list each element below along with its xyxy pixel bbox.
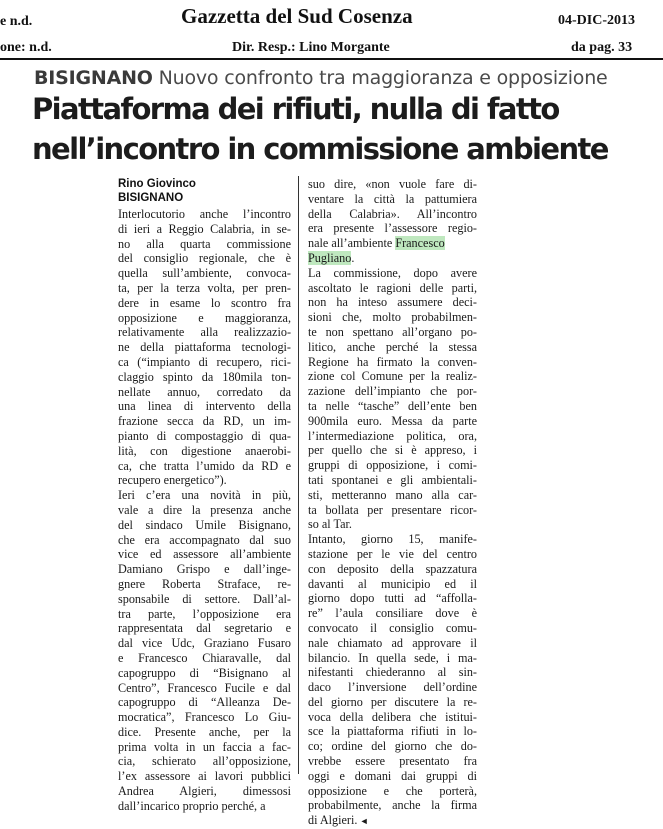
text-line: rappresentata dal segretario e <box>118 621 291 636</box>
text-line: era presente l’assessore regio- <box>308 221 477 236</box>
text-line: convocato il consiglio comu- <box>308 620 477 635</box>
col2-text-line: nale all’ambiente Francesco <box>308 236 445 251</box>
text-line: voca della delibera che istitui- <box>308 709 477 724</box>
header-left-bottom: one: n.d. <box>0 40 52 55</box>
text-line: ca, che tratta l’umido da RD e <box>118 458 291 473</box>
headline-line-2: nell’incontro in commissione ambiente <box>32 132 608 166</box>
text-line: ne della piattaforma tecnologi- <box>118 340 291 355</box>
text-line: so al Tar. <box>308 517 352 532</box>
text-line: per quello che si è appreso, i <box>308 443 477 458</box>
text-line: probabilmente, anche la firma <box>308 798 477 813</box>
text-line: ventare la città la pattumiera <box>308 191 477 206</box>
text-line: vrebbe essere presentato fra <box>308 754 477 769</box>
text-line: del consiglio regionale, che è <box>118 251 291 266</box>
publication-date: 04-DIC-2013 <box>558 13 635 28</box>
text-line: dall’incarico proprio perché, a <box>118 798 266 813</box>
text-line: te non spettano all’organo po- <box>308 324 477 339</box>
text-line: del giorno per discutere la re- <box>308 694 477 709</box>
text-line: zione col Comune per la realiz- <box>308 369 477 384</box>
text-line: gruppi di opposizione, i comi- <box>308 458 477 473</box>
text-line: ta bollata per presentare ricor- <box>308 502 477 517</box>
text-line: sponsabile di settore. Dall’al- <box>118 591 291 606</box>
text-line: La commissione, dopo avere <box>308 265 477 280</box>
header-left-top: e n.d. <box>0 14 33 29</box>
text-line: dere in esame lo scontro fra <box>118 295 291 310</box>
text-line: giorno dopo tutti ad “affolla- <box>308 591 477 606</box>
text-line: litico, anche perché la stessa <box>308 339 477 354</box>
text-line: oggi e domani dai gruppi di <box>308 768 477 783</box>
text-line: capogruppo di “Bisignano al <box>118 665 291 680</box>
text-line: vice ed assessore all’ambiente <box>118 547 291 562</box>
text-line: recupero energetico”). <box>118 473 227 488</box>
article-kicker <box>34 67 608 89</box>
text-line: pianto di compostaggio di qua- <box>118 428 291 443</box>
text-line: e Francesco Chiaravalle, dal <box>118 650 291 665</box>
text-line: l’ex assessore ai lavori pubblici <box>118 769 291 784</box>
text-line: Centro”, Francesco Fucile e dal <box>118 680 291 695</box>
text-line: davanti al municipio ed il <box>308 576 477 591</box>
text-line: del sindaco Umile Bisignano, <box>118 517 291 532</box>
byline <box>118 177 196 205</box>
col2-text-line: Pugliano. <box>308 250 355 265</box>
text-line: bilancio. In quella sede, i ma- <box>308 650 477 665</box>
text-line: lità, con digestione anaerobi- <box>118 443 291 458</box>
text-line: nale chiamato ad approvare il <box>308 635 477 650</box>
text-line: relativamente alla realizzazio- <box>118 325 291 340</box>
text-line: dice. Presente anche, per la <box>118 724 291 739</box>
text-line: Intanto, giorno 15, manife- <box>308 532 477 547</box>
text-line: una linea di intervento della <box>118 399 291 414</box>
text-line: tati spontanei e gli ambientali- <box>308 472 477 487</box>
text-line: daco l’inversione dell’ordine <box>308 680 477 695</box>
text-line: stazione per le vie del centro <box>308 546 477 561</box>
headline-line-1: Piattaforma dei rifiuti, nulla di fatto <box>32 92 559 126</box>
newspaper-title: Gazzetta del Sud Cosenza <box>181 4 413 28</box>
highlighted-name: Francesco <box>395 236 445 251</box>
text-line: no alla quarta commissione <box>118 236 291 251</box>
text-line: suo dire, «non vuole fare di- <box>308 177 477 191</box>
text-line: sioni che, molto probabilmen- <box>308 310 477 325</box>
text-line: opposizione e che porterà, <box>308 783 477 798</box>
text-line: vale a dire la presenza anche <box>118 502 291 517</box>
text-line: frazione secca da RD, un im- <box>118 414 291 429</box>
text-line: con deposito della spazzatura <box>308 561 477 576</box>
text-line: ascoltato le ragioni delle parti, <box>308 280 477 295</box>
text-line: di Algieri. ◄ <box>308 813 369 828</box>
text-line: cia, schierato all’opposizione, <box>118 754 291 769</box>
text-line: Damiano Grispo e dall’inge- <box>118 562 291 577</box>
article-end-icon: ◄ <box>357 816 369 827</box>
highlighted-name: Pugliano <box>308 250 352 265</box>
text-line: claggio spinto da 180mila ton- <box>118 369 291 384</box>
text-line: 900mila euro. Messa da parte <box>308 413 477 428</box>
text-line: non ha inteso assumere deci- <box>308 295 477 310</box>
director-line: Dir. Resp.: Lino Morgante <box>232 40 390 55</box>
text-line: nellate annuo, corredato da <box>118 384 291 399</box>
text-line: capogruppo di “Alleanza De- <box>118 695 291 710</box>
text-line: ta nelle “tasche” dell’ente ben <box>308 398 477 413</box>
byline-author: Rino Giovinco <box>118 178 196 190</box>
text-line: nifestanti chiederanno al sin- <box>308 665 477 680</box>
text-line: dal vice Udc, Graziano Fusaro <box>118 636 291 651</box>
text-line: co; ordine del giorno che do- <box>308 739 477 754</box>
text-line: Andrea Algieri, dimessosi <box>118 784 291 799</box>
text-line: gnere Roberta Straface, re- <box>118 576 291 591</box>
text-line: mocratica”, Francesco Lo Giu- <box>118 710 291 725</box>
article-column-1 <box>118 207 291 814</box>
text-line: Ieri c’era una novità in più, <box>118 488 291 503</box>
kicker-place: BISIGNANO <box>34 67 153 89</box>
text-line: Regione ha firmato la conven- <box>308 354 477 369</box>
text-line: prima volta in un faccia a fac- <box>118 739 291 754</box>
text-line: re” l’aula consiliare dove è <box>308 606 477 621</box>
page-reference: da pag. 33 <box>571 40 633 55</box>
text-line: di ieri a Reggio Calabria, in se- <box>118 221 291 236</box>
column-divider <box>298 176 299 774</box>
text-line: opposizione e maggioranza, <box>118 310 291 325</box>
article-column-2 <box>308 177 477 829</box>
byline-place: BISIGNANO <box>118 192 184 204</box>
text-line: che era accompagnato dal suo <box>118 532 291 547</box>
text-line: Interlocutorio anche l’incontro <box>118 207 291 221</box>
text-line: tra parte, l’opposizione era <box>118 606 291 621</box>
text-line: sce la piattaforma rifiuti in lo- <box>308 724 477 739</box>
text-line: della Calabria». All’incontro <box>308 206 477 221</box>
text-line: quella sull’ambiente, convoca- <box>118 266 291 281</box>
kicker-text: Nuovo confronto tra maggioranza e opposizione <box>158 67 608 89</box>
text-line: ta, per la terza volta, per pren- <box>118 280 291 295</box>
text-line: ca (“impianto di recupero, rici- <box>118 354 291 369</box>
header-rule <box>0 58 663 60</box>
text-line: zazione dell’impianto che por- <box>308 384 477 399</box>
text-line: sti, metteranno mano alla car- <box>308 487 477 502</box>
text-line: l’intermediazione politica, ora, <box>308 428 477 443</box>
